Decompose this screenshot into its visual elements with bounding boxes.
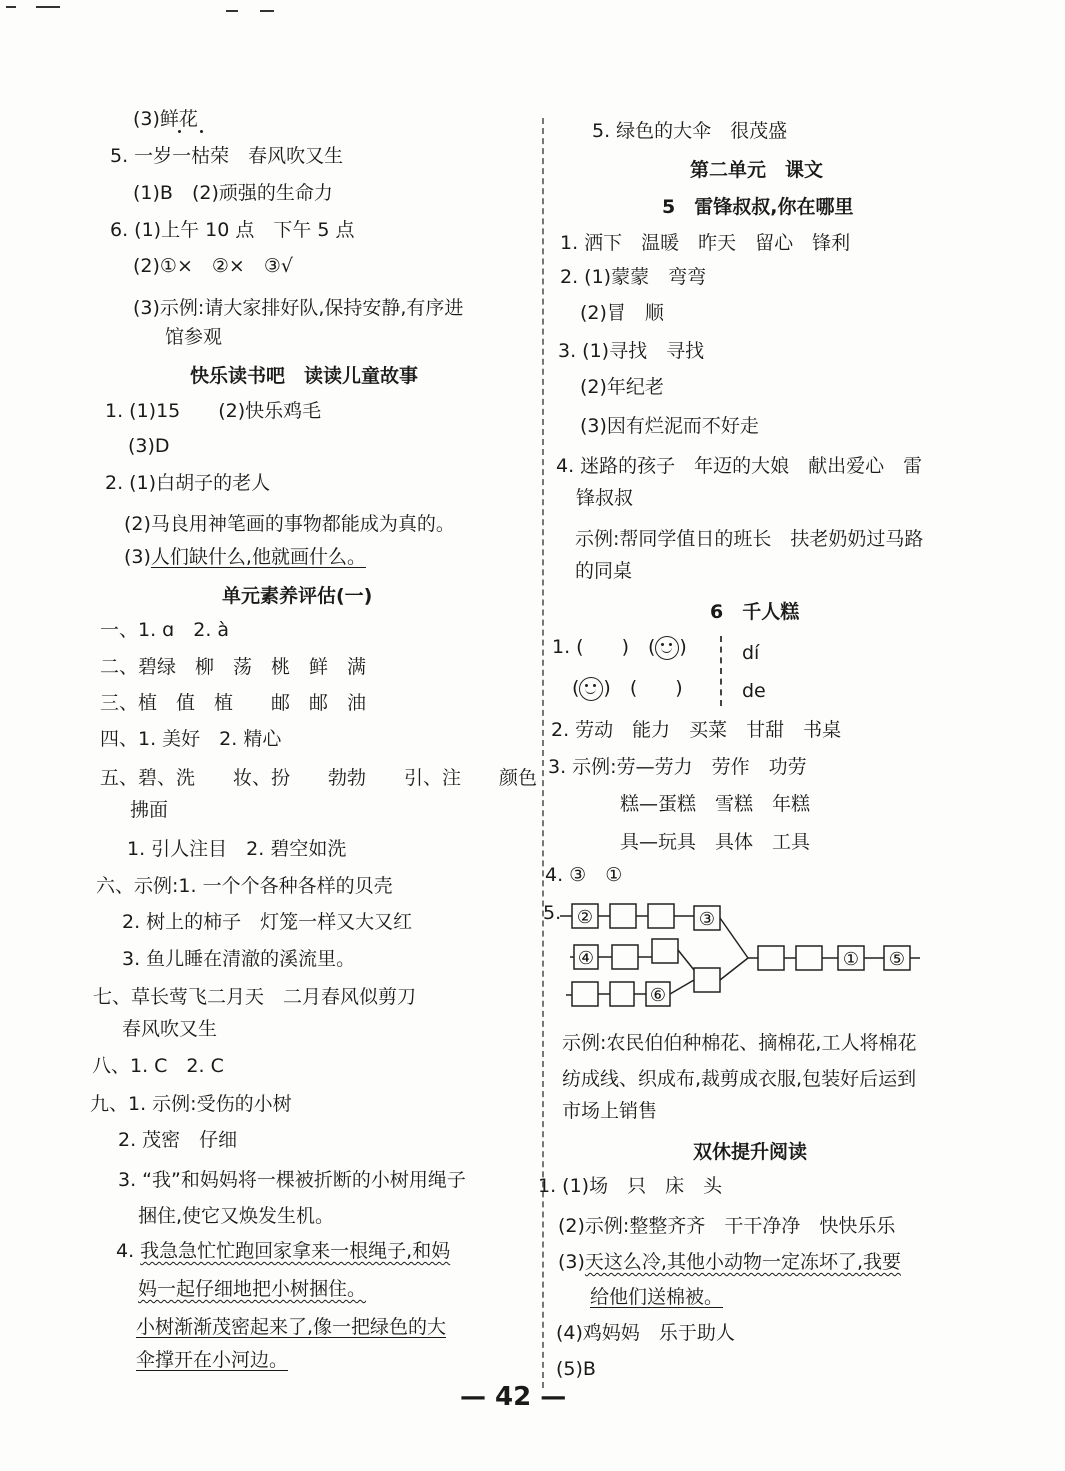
answer-line: (3)因有烂泥而不好走 <box>580 415 759 437</box>
unit-heading: 第二单元 课文 <box>690 159 824 181</box>
answer-line: 5. 绿色的大伞 很茂盛 <box>592 120 788 142</box>
answer-line: (3)D <box>128 435 170 457</box>
answer-line: 示例:帮同学值日的班长 扶老奶奶过马路 <box>575 528 924 550</box>
answer-line: 八、1. C 2. C <box>92 1055 224 1077</box>
flow-diagram <box>560 898 940 1008</box>
answer-line: 1. 洒下 温暖 昨天 留心 锋利 <box>560 232 851 254</box>
answer-line: 4. ③ ① <box>545 864 623 886</box>
answer-line: 3. (1)寻找 寻找 <box>558 340 705 362</box>
answer-line: 2. 茂密 仔细 <box>118 1129 238 1151</box>
pinyin: dí <box>742 642 760 664</box>
answer-line: 七、草长莺飞二月天 二月春风似剪刀 <box>93 986 417 1008</box>
diagram-label: ⑤ <box>888 949 906 970</box>
answer-line: 馆参观 <box>165 326 223 348</box>
answer-line: 糕—蛋糕 雪糕 年糕 <box>620 793 811 815</box>
underlined-answer: 妈一起仔细地把小树捆住。 <box>138 1278 367 1300</box>
underlined-answer: 我急急忙忙跑回家拿来一根绳子,和妈 <box>140 1240 451 1262</box>
answer-line: 4. 迷路的孩子 年迈的大娘 献出爱心 雷 <box>556 455 923 477</box>
answer-line: 具—玩具 具体 工具 <box>620 831 811 853</box>
section-heading: 双休提升阅读 <box>693 1141 808 1163</box>
smiley-icon <box>655 636 679 660</box>
answer-line: 四、1. 美好 2. 精心 <box>100 728 282 750</box>
answer-line: 纺成线、织成布,裁剪成衣服,包装好后运到 <box>562 1068 917 1090</box>
answer-line: 3. “我”和妈妈将一棵被折断的小树用绳子 <box>118 1169 466 1191</box>
answer-line: (2)示例:整整齐齐 干干净净 快快乐乐 <box>558 1215 896 1237</box>
scan-mark <box>36 6 60 8</box>
underlined-answer: 天这么冷,其他小动物一定冻坏了,我要 <box>584 1251 902 1273</box>
answer-line: 九、1. 示例:受伤的小树 <box>90 1093 292 1115</box>
answer-line <box>552 634 687 660</box>
answer-line: 拂面 <box>130 799 169 821</box>
answer-line: 6. (1)上午 10 点 下午 5 点 <box>110 219 355 241</box>
diagram-label: ② <box>576 907 594 928</box>
answer-line: (5)B <box>556 1358 596 1380</box>
answer-line: (4)鸡妈妈 乐于助人 <box>556 1322 735 1344</box>
answer-line <box>116 1238 450 1264</box>
page-number: — 42 — <box>460 1382 567 1412</box>
answer-line <box>558 1249 901 1275</box>
answer-line: 3. 示例:劳—劳力 劳作 功劳 <box>548 756 807 778</box>
underlined-answer: 给他们送棉被。 <box>590 1286 724 1308</box>
scan-mark <box>6 6 16 8</box>
pinyin: de <box>742 680 766 702</box>
lesson-heading: 6 千人糕 <box>710 601 800 623</box>
answer-line: 1. 引人注目 2. 碧空如洗 <box>127 838 347 860</box>
answer-line: 一、1. ɑ 2. à <box>100 619 230 641</box>
diagram-label: ① <box>842 949 860 970</box>
answer-line: 示例:农民伯伯种棉花、摘棉花,工人将棉花 <box>562 1032 917 1054</box>
answer-prefix: 4. <box>116 1240 141 1262</box>
answer-line: 1. (1)场 只 床 头 <box>538 1175 723 1197</box>
answer-line: 市场上销售 <box>562 1100 658 1122</box>
scan-mark <box>260 10 274 12</box>
emphasis-dot <box>200 130 203 133</box>
answer-line: (2)马良用神笔画的事物都能成为真的。 <box>124 513 455 535</box>
answer-line: (2)①× ②× ③√ <box>133 255 293 277</box>
lesson-heading: 5 雷锋叔叔,你在哪里 <box>662 196 854 218</box>
answer-suffix: ) ( ) <box>603 677 683 699</box>
answer-line: 1. (1)15 (2)快乐鸡毛 <box>105 400 322 422</box>
underlined-answer: 伞撑开在小河边。 <box>136 1349 289 1371</box>
answer-prefix: 1. ( ) ( <box>552 636 656 658</box>
answer-line: 六、示例:1. 一个个各种各样的贝壳 <box>96 875 393 897</box>
underlined-answer: 小树渐渐茂密起来了,像一把绿色的大 <box>136 1316 447 1338</box>
answer-prefix: (3) <box>124 546 151 568</box>
answer-line: 3. 鱼儿睡在清澈的溪流里。 <box>122 948 356 970</box>
diagram-label: ③ <box>698 909 716 930</box>
answer-line: 的同桌 <box>575 560 633 582</box>
diagram-label: ④ <box>577 948 595 969</box>
answer-line: 5. 一岁一枯荣 春风吹又生 <box>110 145 344 167</box>
smiley-icon <box>579 677 603 701</box>
answer-line: 2. (1)蒙蒙 弯弯 <box>560 266 707 288</box>
answer-line: 2. 树上的柿子 灯笼一样又大又红 <box>122 911 413 933</box>
answer-line: 锋叔叔 <box>576 487 634 509</box>
answer-line: 五、碧、洗 妆、扮 勃勃 引、注 颜色 <box>100 767 538 789</box>
diagram-label: ⑥ <box>649 985 667 1006</box>
answer-line: (3)鲜花 <box>133 108 198 130</box>
answer-prefix: (3) <box>558 1251 585 1273</box>
section-heading: 单元素养评估(一) <box>222 585 373 607</box>
answer-line: 5. <box>543 902 562 924</box>
answer-line: 二、碧绿 柳 荡 桃 鲜 满 <box>100 656 367 678</box>
answer-line <box>572 675 683 701</box>
answer-line: (3)示例:请大家排好队,保持安静,有序进 <box>133 297 464 319</box>
answer-line: 捆住,使它又焕发生机。 <box>138 1205 335 1227</box>
section-heading: 快乐读书吧 读读儿童故事 <box>190 365 419 387</box>
answer-line <box>124 544 366 570</box>
answer-prefix: ( <box>572 677 580 699</box>
underlined-answer: 人们缺什么,他就画什么。 <box>150 546 366 568</box>
answer-line: 春风吹又生 <box>122 1018 218 1040</box>
scan-mark <box>226 10 238 12</box>
answer-line: 2. 劳动 能力 买菜 甘甜 书桌 <box>551 719 842 741</box>
answer-line: 三、植 值 植 邮 邮 油 <box>100 692 367 714</box>
answer-line: (2)年纪老 <box>580 376 664 398</box>
answer-line: 2. (1)白胡子的老人 <box>105 472 271 494</box>
dashed-separator <box>720 636 722 706</box>
answer-line: (2)冒 顺 <box>580 302 664 324</box>
answer-line: (1)B (2)顽强的生命力 <box>133 182 333 204</box>
emphasis-dot <box>178 130 181 133</box>
answer-suffix: ) <box>679 636 687 658</box>
